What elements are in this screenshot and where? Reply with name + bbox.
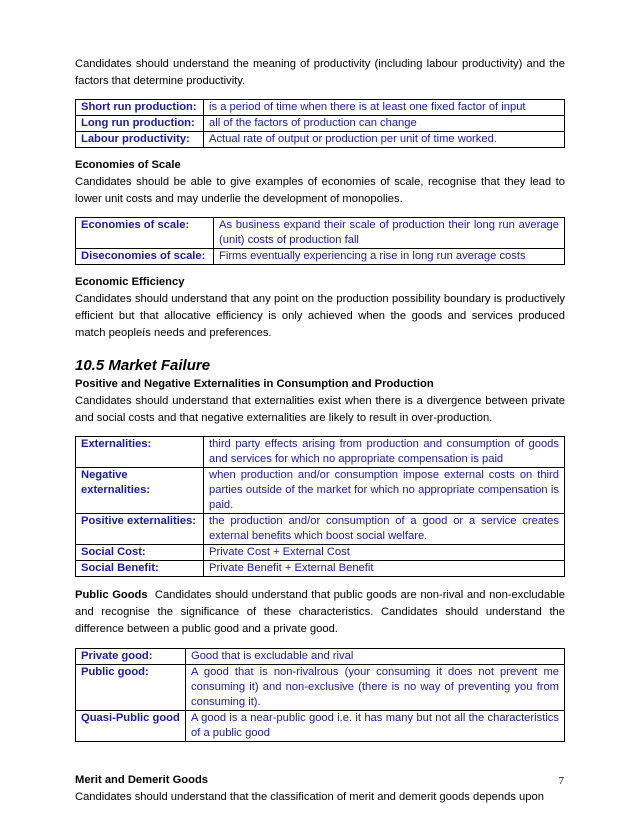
merit-goods-paragraph: Candidates should understand that the classification of merit and demerit goods depends upon bbox=[75, 791, 544, 803]
economies-table bbox=[75, 217, 565, 265]
table-row bbox=[76, 218, 565, 249]
public-goods-text: Candidates should understand that public goods are non-rival and non-excludable and recognise the significance of these characteristics. Candidates should understand the difference between a public good and a private good. bbox=[75, 589, 566, 635]
definition-cell: A good is a near-public good i.e. it has many but not all the characteristics of a public good bbox=[186, 711, 565, 742]
term-cell: Short run production: bbox=[76, 100, 204, 116]
definition-cell: Private Cost + External Cost bbox=[204, 545, 565, 561]
intro-paragraph: Candidates should understand the meaning of productivity (including labour productivity) and the factors that determine productivity. bbox=[75, 58, 565, 87]
definition-cell: As business expand their scale of production their long run average (unit) costs of production fall bbox=[214, 218, 565, 249]
definition-cell: is a period of time when there is at least one fixed factor of input bbox=[204, 100, 565, 116]
definition-cell: all of the factors of production can change bbox=[204, 116, 565, 132]
definition-cell: the production and/or consumption of a good or a service creates external benefits which boost social welfare. bbox=[204, 514, 565, 545]
table-row bbox=[76, 132, 565, 148]
page-number: 7 bbox=[558, 775, 564, 787]
table-row bbox=[76, 116, 565, 132]
economic-efficiency-paragraph: Candidates should understand that any point on the production possibility boundary is productively efficient but that allocative efficiency is only achieved when the goods and services produced match peopleís needs and preferences. bbox=[75, 293, 565, 339]
externalities-heading: Positive and Negative Externalities in Consumption and Production bbox=[75, 378, 434, 390]
table-row bbox=[76, 545, 565, 561]
term-cell: Negative externalities: bbox=[76, 468, 204, 514]
table-row bbox=[76, 711, 565, 742]
table-row bbox=[76, 437, 565, 468]
term-cell: Public good: bbox=[76, 665, 186, 711]
public-goods-heading: Public Goods bbox=[75, 589, 148, 601]
externalities-paragraph: Candidates should understand that externalities exist when there is a divergence between private and social costs and that negative externalities are likely to result in over-production. bbox=[75, 395, 565, 424]
economies-of-scale-heading: Economies of Scale bbox=[75, 159, 181, 171]
term-cell: Private good: bbox=[76, 649, 186, 665]
term-cell: Labour productivity: bbox=[76, 132, 204, 148]
table-row bbox=[76, 514, 565, 545]
public-goods-paragraph bbox=[75, 587, 565, 638]
table-row bbox=[76, 561, 565, 577]
term-cell: Positive externalities: bbox=[76, 514, 204, 545]
table-row bbox=[76, 249, 565, 265]
term-cell: Social Benefit: bbox=[76, 561, 204, 577]
table-row bbox=[76, 649, 565, 665]
economies-of-scale-paragraph: Candidates should be able to give examples of economies of scale, recognise that they lead to lower unit costs and may underlie the development of monopolies. bbox=[75, 176, 565, 205]
table-row bbox=[76, 100, 565, 116]
term-cell: Diseconomies of scale: bbox=[76, 249, 214, 265]
term-cell: Economies of scale: bbox=[76, 218, 214, 249]
table-row bbox=[76, 468, 565, 514]
definition-cell: when production and/or consumption impose external costs on third parties outside of the market for which no appropriate compensation is paid. bbox=[204, 468, 565, 514]
term-cell: Social Cost: bbox=[76, 545, 204, 561]
term-cell: Quasi-Public good bbox=[76, 711, 186, 742]
definition-cell: Good that is excludable and rival bbox=[186, 649, 565, 665]
definition-cell: third party effects arising from production and consumption of goods and services for which no appropriate compensation is paid bbox=[204, 437, 565, 468]
term-cell: Externalities: bbox=[76, 437, 204, 468]
definition-cell: A good that is non-rivalrous (your consuming it does not prevent me consuming it) and non-exclusive (there is no way of preventing you from consuming it). bbox=[186, 665, 565, 711]
definition-cell: Private Benefit + External Benefit bbox=[204, 561, 565, 577]
table-row bbox=[76, 665, 565, 711]
definition-cell: Firms eventually experiencing a rise in long run average costs bbox=[214, 249, 565, 265]
productivity-table bbox=[75, 99, 565, 148]
goods-table bbox=[75, 648, 565, 742]
term-cell: Long run production: bbox=[76, 116, 204, 132]
section-title: 10.5 Market Failure bbox=[75, 357, 211, 374]
externalities-table bbox=[75, 436, 565, 577]
merit-goods-heading: Merit and Demerit Goods bbox=[75, 774, 209, 786]
economic-efficiency-heading: Economic Efficiency bbox=[75, 276, 185, 288]
definition-cell: Actual rate of output or production per unit of time worked. bbox=[204, 132, 565, 148]
document-page bbox=[75, 56, 565, 806]
